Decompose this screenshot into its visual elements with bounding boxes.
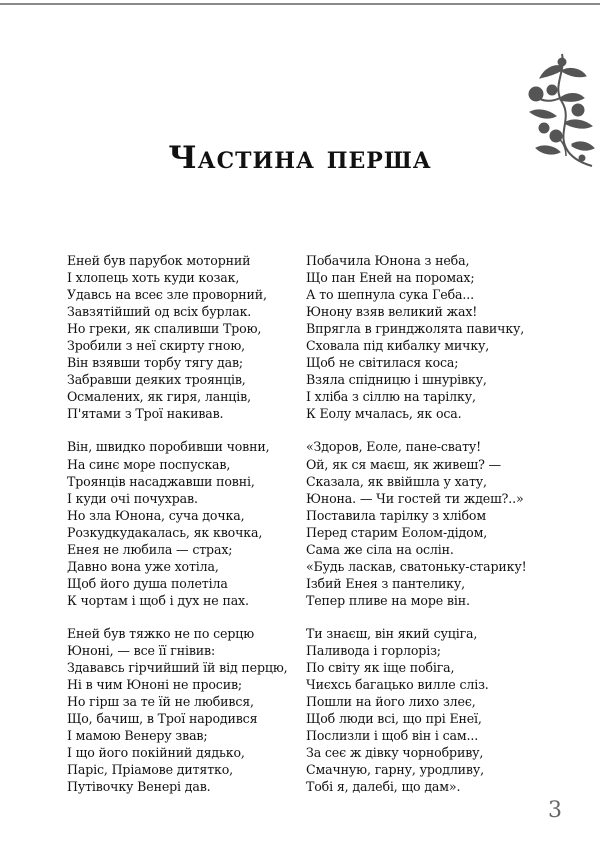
poem-line: Перед старим Еолом-дідом, bbox=[306, 524, 488, 540]
poem-line: Еней був тяжко не по серцю bbox=[67, 625, 255, 641]
poem-line: Но гірш за те їй не любився, bbox=[67, 694, 254, 710]
stanza bbox=[67, 438, 337, 608]
poem-line: Він, швидко поробивши човни, bbox=[67, 439, 270, 455]
poem-line: Тобі я, далебі, що дам». bbox=[306, 779, 461, 795]
poem-line: Троянців насаджавши повні, bbox=[67, 473, 255, 489]
poem-line: Сховала під кибалку мичку, bbox=[306, 338, 490, 354]
stanza bbox=[306, 625, 576, 795]
poem-line: Путівочку Венері дав. bbox=[67, 779, 211, 795]
poem-line: І куди очі почухрав. bbox=[67, 490, 198, 506]
poem-line: Тепер пливе на море він. bbox=[306, 592, 470, 608]
poem-line: Розкудкудакалась, як квочка, bbox=[67, 524, 263, 540]
poem-line: Взяла спідницю і шнурівку, bbox=[306, 372, 487, 388]
poem-line: Паріс, Пріамове дитятко, bbox=[67, 762, 234, 778]
poem-line: Но зла Юнона, суча дочка, bbox=[67, 507, 245, 523]
poem-line: Но греки, як спаливши Трою, bbox=[67, 321, 262, 337]
poem-line: «Будь ласкав, сватоньку-старику! bbox=[306, 558, 527, 574]
poem-line: За сеє ж дівку чорнобриву, bbox=[306, 745, 484, 761]
poem-line: Що, бачиш, в Трої народився bbox=[67, 711, 258, 727]
poem-line: І хлопець хоть куди козак, bbox=[67, 270, 240, 286]
page-number: 3 bbox=[548, 798, 562, 823]
poem-line: Впрягла в гринджолята павичку, bbox=[306, 321, 525, 337]
poem-line: Паливода і горлоріз; bbox=[306, 642, 441, 658]
poem-line: Юноні, — все її гнівив: bbox=[67, 642, 216, 658]
poem-line: Удавсь на всеє зле проворний, bbox=[67, 287, 267, 303]
poem-line: П'ятами з Трої накивав. bbox=[67, 406, 224, 422]
poem-line: Еней був парубок моторний bbox=[67, 253, 251, 268]
poem-line: І що його покійний дядько, bbox=[67, 745, 245, 761]
poem-line: Енея не любила — страх; bbox=[67, 541, 233, 557]
page-title: Частина перша bbox=[168, 140, 432, 176]
poem-line: Ні в чим Юноні не просив; bbox=[67, 677, 242, 693]
poem-line: Пошли на його лихо злеє, bbox=[306, 694, 476, 710]
poem-line: Ти знаєш, він який суціга, bbox=[306, 625, 478, 641]
poem-line: По світу як іще побіга, bbox=[306, 660, 455, 676]
poem-line: «Здоров, Еоле, пане-свату! bbox=[306, 439, 482, 455]
stanza bbox=[67, 252, 337, 422]
poem-line: Поставила тарілку з хлібом bbox=[306, 507, 487, 523]
poem-line: Юнону взяв великий жах! bbox=[306, 304, 478, 320]
poem-column-right bbox=[306, 252, 576, 811]
poem-line: А то шепнула сука Геба... bbox=[306, 287, 474, 303]
poem-line: На синє море поспускав, bbox=[67, 456, 231, 472]
poem-line: Що пан Еней на поромах; bbox=[306, 270, 475, 286]
poem-line: Сама же сіла на ослін. bbox=[306, 541, 454, 557]
poem-line: Здававсь гірчийший їй від перцю, bbox=[67, 660, 288, 676]
poem-line: Завзятійший од всіх бурлак. bbox=[67, 304, 252, 320]
poem-line: К Еолу мчалась, як оса. bbox=[306, 406, 462, 422]
poem-line: Щоб не світилася коса; bbox=[306, 355, 459, 371]
stanza bbox=[67, 625, 337, 795]
poem-line: Чиєхсь багацько вилле сліз. bbox=[306, 677, 489, 693]
stanza bbox=[306, 438, 576, 608]
poem-column-left bbox=[67, 252, 337, 811]
top-rule bbox=[0, 3, 600, 5]
poem-line: Щоб його душа полетіла bbox=[67, 575, 228, 591]
poem-line: Він взявши торбу тягу дав; bbox=[67, 355, 244, 371]
poem-line: І хліба з сіллю на тарілку, bbox=[306, 389, 476, 405]
poem-line: Побачила Юнона з неба, bbox=[306, 253, 470, 268]
poem-line: І мамою Венеру звав; bbox=[67, 728, 208, 744]
poem-line: Ой, як ся маєш, як живеш? — bbox=[306, 456, 501, 472]
poem-line: Зробили з неї скирту гною, bbox=[67, 338, 246, 354]
poem-line: Забравши деяких троянців, bbox=[67, 372, 246, 388]
poem-line: К чортам і щоб і дух не пах. bbox=[67, 592, 249, 608]
poem-line: Давно вона уже хотіла, bbox=[67, 558, 219, 574]
poem-line: Послизли і щоб він і сам... bbox=[306, 728, 479, 744]
poem-line: Смачную, гарну, уродливу, bbox=[306, 762, 484, 778]
stanza bbox=[306, 252, 576, 422]
poem-line: Осмалених, як гиря, ланців, bbox=[67, 389, 251, 405]
poem-line: Юнона. — Чи гостей ти ждеш?..» bbox=[306, 490, 524, 506]
poem-line: Ізбий Енея з пантелику, bbox=[306, 575, 466, 591]
poem-line: Сказала, як ввійшла у хату, bbox=[306, 473, 487, 489]
poem-line: Щоб люди всі, що прі Енеї, bbox=[306, 711, 482, 727]
